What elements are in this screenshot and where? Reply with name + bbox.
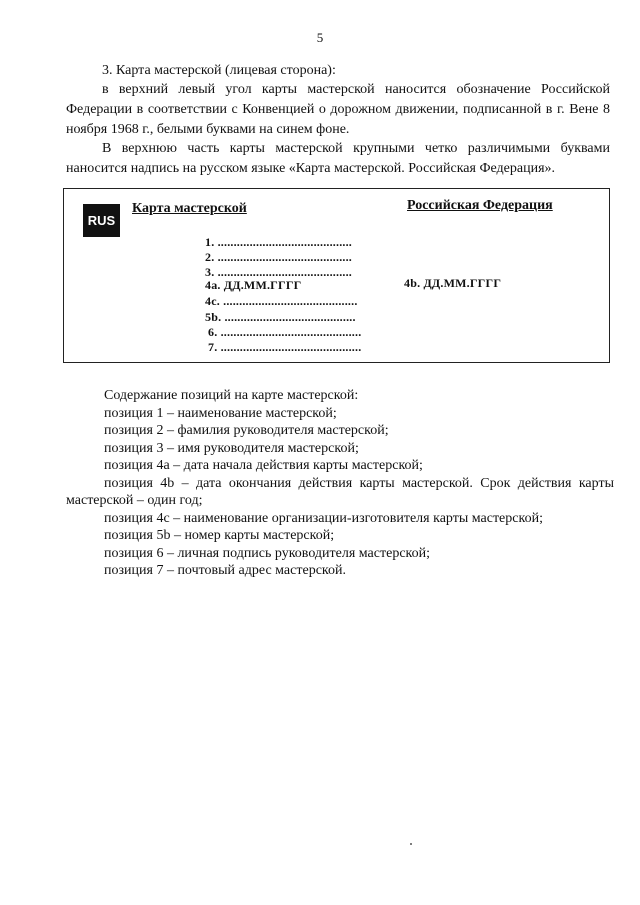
positions-list: [66, 387, 614, 580]
list-item: позиция 4c – наименование организации-изготовителя карты мастерской;: [104, 510, 543, 526]
scan-speck: [410, 843, 412, 845]
list-item: позиция 4b – дата окончания действия карты мастерской. Срок действия карты мастерской – один год;: [66, 475, 614, 508]
card-field-5b: 5b. .........................................: [205, 310, 356, 324]
list-item: позиция 5b – номер карты мастерской;: [104, 528, 335, 543]
paragraph-card-inscription: В верхнюю часть карты мастерской крупными четко различимыми буквами наносится надпись на русском языке «Карта мастерской. Российская Федерация».: [66, 141, 610, 176]
card-field-1: 1. ..........................................: [205, 235, 352, 249]
card-field-2: 2. ..........................................: [205, 250, 352, 264]
card-field-4a: 4a. ДД.ММ.ГГГГ: [205, 278, 302, 292]
card-country: Российская Федерация: [407, 198, 553, 213]
list-item: позиция 1 – наименование мастерской;: [104, 405, 337, 421]
rus-country-badge: RUS: [83, 204, 120, 237]
workshop-card-sample: [63, 188, 610, 363]
list-item: позиция 6 – личная подпись руководителя мастерской;: [104, 545, 430, 561]
list-item: позиция 4a – дата начала действия карты мастерской;: [104, 458, 423, 473]
list-item: позиция 3 – имя руководителя мастерской;: [104, 440, 359, 456]
card-field-4c: 4c. ..........................................: [205, 294, 358, 308]
list-item: позиция 7 – почтовый адрес мастерской.: [104, 563, 346, 578]
paragraph-badge-placement: в верхний левый угол карты мастерской наносится обозначение Российской Федерации в соответствии с Конвенцией о дорожном движении, подписанной в г. Вене 8 ноября 1968 г., белыми буквами на синем фоне.: [66, 82, 610, 137]
section-heading: 3. Карта мастерской (лицевая сторона):: [102, 63, 336, 78]
positions-heading: Содержание позиций на карте мастерской:: [104, 388, 359, 403]
card-field-3: 3. ..........................................: [205, 265, 352, 279]
card-title: Карта мастерской: [132, 201, 247, 216]
page-number: 5: [316, 30, 324, 45]
card-field-4b: 4b. ДД.ММ.ГГГГ: [404, 276, 502, 290]
list-item: позиция 2 – фамилия руководителя мастерской;: [104, 423, 389, 438]
card-field-7: 7. ............................................: [208, 340, 362, 354]
card-field-6: 6. ............................................: [208, 325, 362, 339]
